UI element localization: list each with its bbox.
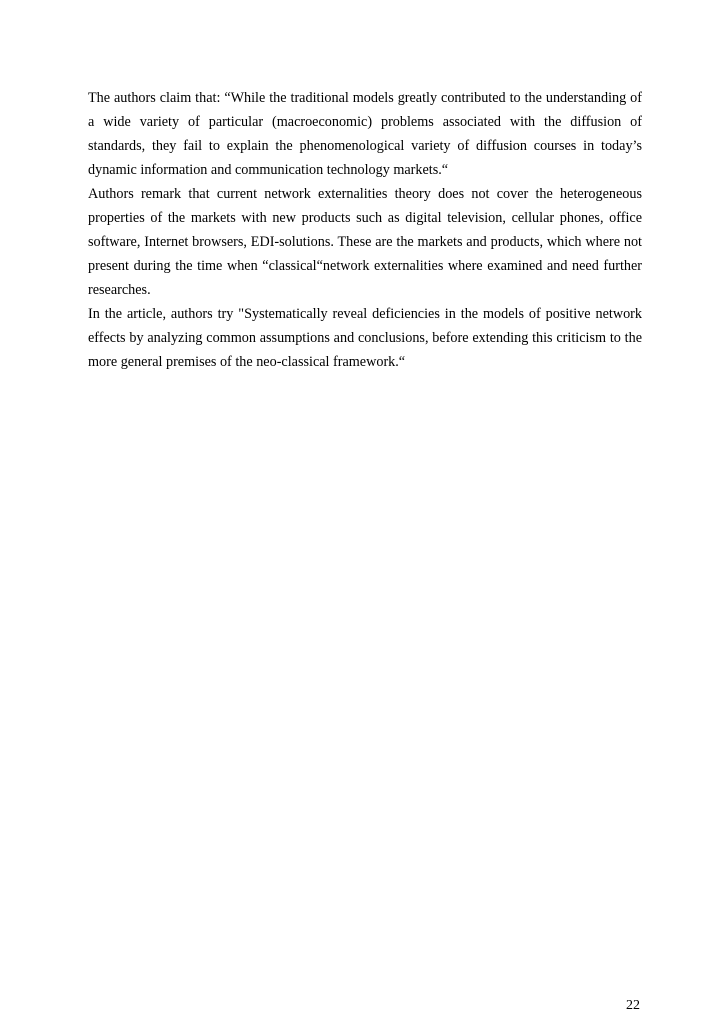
body-text [88,86,642,374]
paragraph-authors-claim: The authors claim that: “While the traditional models greatly contributed to the understanding of a wide variety of particular (macroeconomic) problems associated with the diffusion of standards, they fail to explain the phenomenological variety of diffusion courses in today’s dynamic information and communication technology markets.“ [88,90,642,178]
page-number: 22 [626,998,640,1013]
paragraph-authors-remark: Authors remark that current network externalities theory does not cover the heterogeneous properties of the markets with new products such as digital television, cellular phones, office software, Internet browsers, EDI-solutions. These are the markets and products, which where not present during the time when “classical“network externalities where examined and need further researches. [88,186,642,298]
paragraph-article-aim: In the article, authors try "Systematically reveal deficiencies in the models of positive network effects by analyzing common assumptions and conclusions, before extending this criticism to the more general premises of the neo-classical framework.“ [88,306,642,370]
